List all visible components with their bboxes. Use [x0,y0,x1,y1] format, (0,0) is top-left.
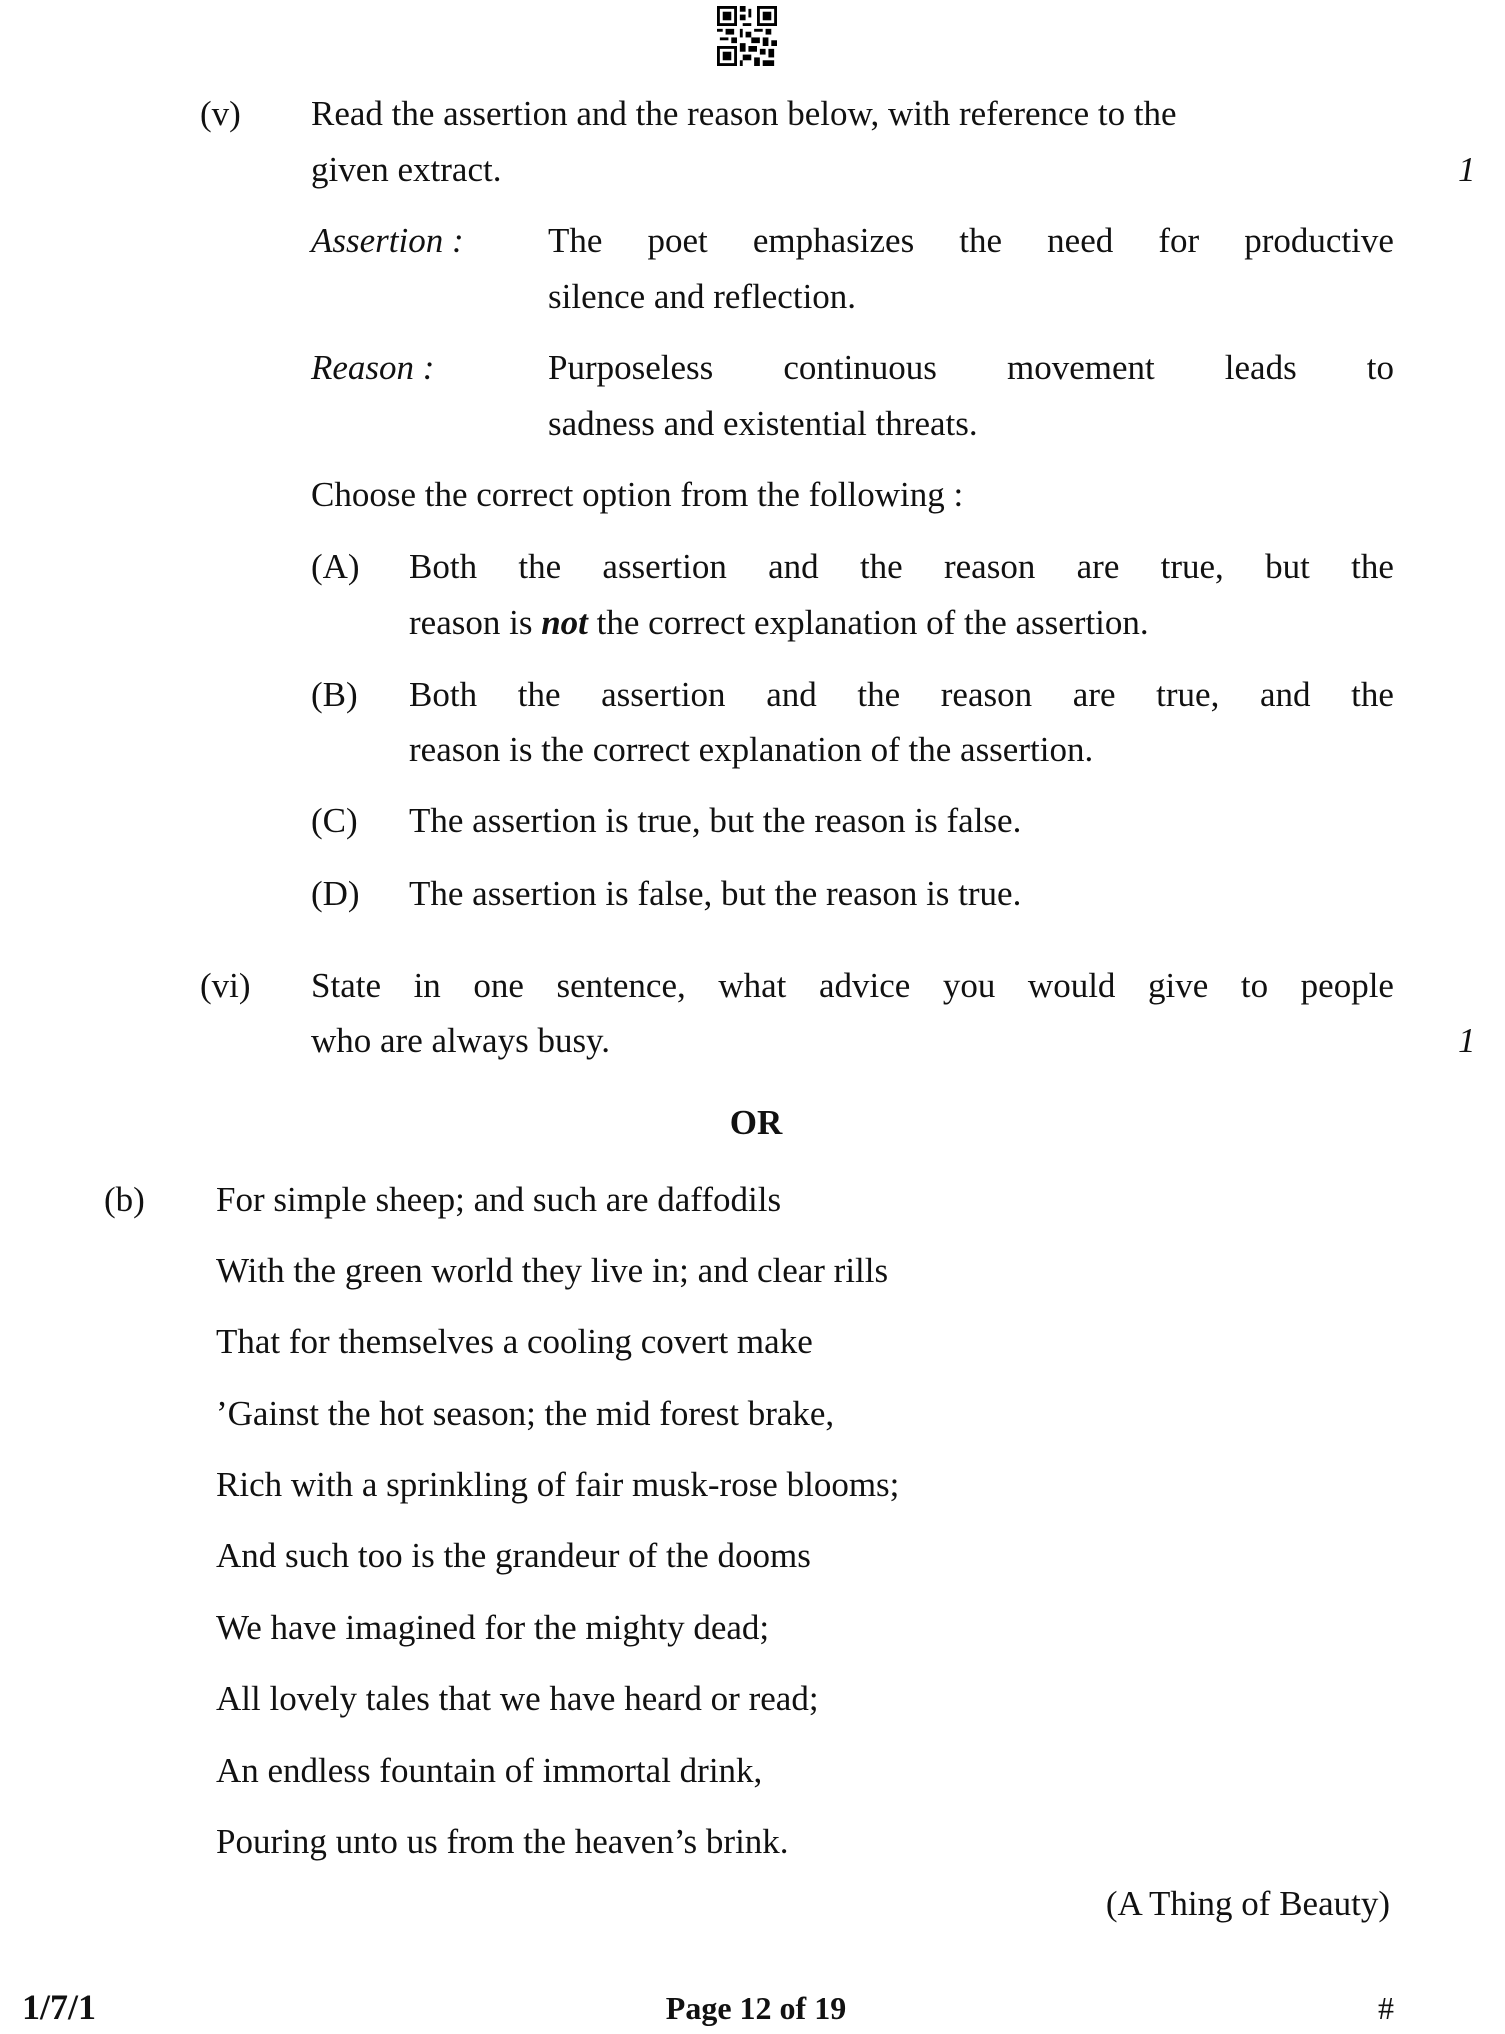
poem-line: We have imagined for the mighty dead; [216,1608,770,1647]
reason-line2: sadness and existential threats. [548,404,978,443]
choose-instruction: Choose the correct option from the following : [311,475,964,514]
poem-line: That for themselves a cooling covert make [216,1322,813,1361]
assertion-line1: The poet emphasizes the need for productive [548,221,1394,260]
poem-line: ’Gainst the hot season; the mid forest brake, [216,1394,835,1433]
option-line2: reason is the correct explanation of the assertion. [409,730,1094,769]
option-label: (B) [311,675,358,714]
reason-label: Reason : [311,348,435,387]
poem-source: (A Thing of Beauty) [1105,1884,1390,1923]
assertion-label: Assertion : [311,221,464,260]
poem-line: Pouring unto us from the heaven’s brink. [216,1822,789,1861]
option-label: (C) [311,801,358,840]
page-number: Page 12 of 19 [665,1990,847,2026]
emphasis-not: not [541,603,588,642]
poem-line: All lovely tales that we have heard or read; [216,1679,819,1718]
assertion-line2: silence and reflection. [548,277,857,316]
poem-line: An endless fountain of immortal drink, [216,1751,763,1790]
question-prompt-line1: Read the assertion and the reason below, with reference to the [311,94,1177,133]
poem-line: With the green world they live in; and clear rills [216,1251,889,1290]
option-line1: The assertion is false, but the reason is true. [409,874,1022,913]
question-line2: who are always busy. [311,1021,611,1060]
qr-code-icon [717,6,777,66]
question-number: (vi) [200,966,251,1005]
paper-code: 1/7/1 [22,1987,97,2027]
question-line1: State in one sentence, what advice you would give to people [311,966,1394,1005]
option-label: (A) [311,547,360,586]
section-label: (b) [104,1180,145,1219]
question-prompt-line2: given extract. [311,150,502,189]
option-line1: Both the assertion and the reason are true, and the [409,675,1394,714]
reason-line1: Purposeless continuous movement leads to [548,348,1394,387]
poem-line: For simple sheep; and such are daffodils [216,1180,782,1219]
option-label: (D) [311,874,360,913]
poem-line: Rich with a sprinkling of fair musk-rose blooms; [216,1465,900,1504]
marks: 1 [1458,150,1476,189]
option-line1: Both the assertion and the reason are true, but the [409,547,1394,586]
poem-line: And such too is the grandeur of the dooms [216,1536,811,1575]
marks: 1 [1458,1021,1476,1060]
option-line2: reason is not the correct explanation of the assertion. [409,603,1149,642]
question-number: (v) [200,94,241,133]
or-divider: OR [729,1103,783,1142]
hash-mark: # [1378,1990,1394,2026]
option-line1: The assertion is true, but the reason is false. [409,801,1022,840]
